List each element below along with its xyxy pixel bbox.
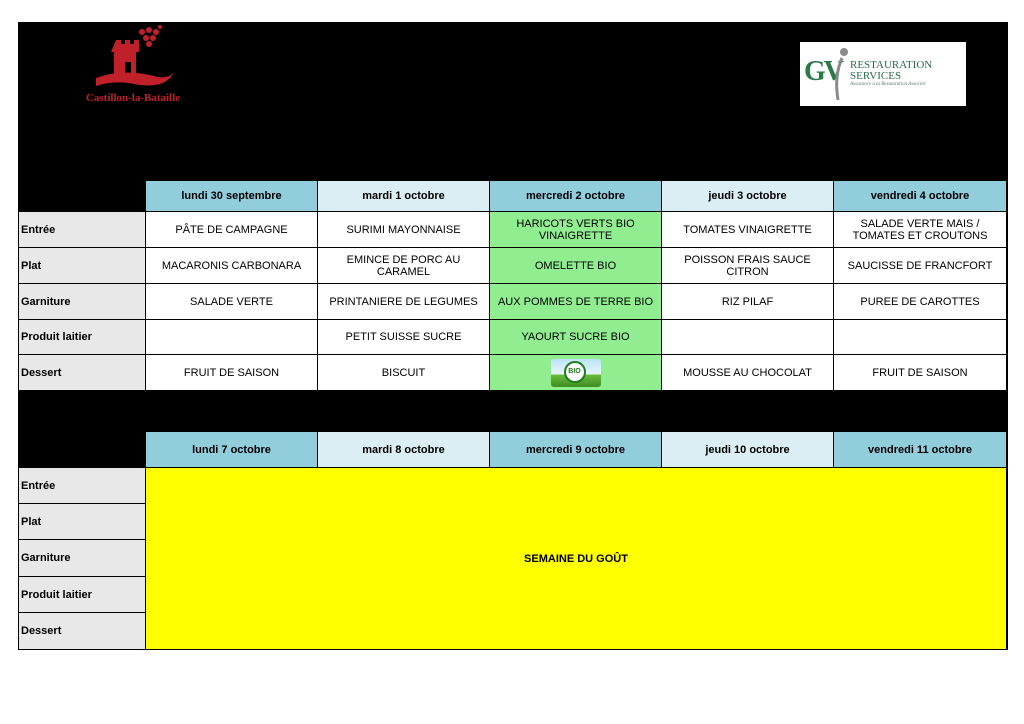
week1-row-produit-laitier <box>19 320 1007 355</box>
menu-cell-bio: AUX POMMES DE TERRE BIO <box>490 284 662 320</box>
menu-cell: TOMATES VINAIGRETTE <box>662 212 834 248</box>
company-name-line2: SERVICES <box>850 70 902 82</box>
menu-cell: FRUIT DE SAISON <box>834 355 1007 391</box>
week1-row-entree <box>19 212 1007 248</box>
week1-day-wednesday: mercredi 2 octobre <box>490 181 662 212</box>
week2-day-header-row <box>19 432 1007 468</box>
week2-row-entree <box>19 468 1007 504</box>
week1-day-tuesday: mardi 1 octobre <box>318 181 490 212</box>
week1-day-header-row <box>19 181 1007 212</box>
menu-cell-bio: YAOURT SUCRE BIO <box>490 320 662 355</box>
week1-day-friday: vendredi 4 octobre <box>834 181 1007 212</box>
menu-cell: MACARONIS CARBONARA <box>146 248 318 284</box>
company-logo <box>800 42 966 106</box>
corner-cell <box>19 181 146 212</box>
menu-cell: PÂTE DE CAMPAGNE <box>146 212 318 248</box>
week2-day-wednesday: mercredi 9 octobre <box>490 432 662 468</box>
week1-row-garniture <box>19 284 1007 320</box>
week2-day-friday: vendredi 11 octobre <box>834 432 1007 468</box>
week1-menu-table <box>18 180 1007 391</box>
week2-menu-table <box>18 431 1007 650</box>
row-label-produit-laitier: Produit laitier <box>19 577 146 613</box>
menu-cell: PUREE DE CAROTTES <box>834 284 1007 320</box>
corner-cell <box>19 432 146 468</box>
menu-cell: PETIT SUISSE SUCRE <box>318 320 490 355</box>
row-label-garniture: Garniture <box>19 540 146 577</box>
menu-cell-bio: HARICOTS VERTS BIO VINAIGRETTE <box>490 212 662 248</box>
week2-day-monday: lundi 7 octobre <box>146 432 318 468</box>
row-label-plat: Plat <box>19 248 146 284</box>
week2-day-thursday: jeudi 10 octobre <box>662 432 834 468</box>
town-name: Castillon-la-Bataille <box>85 92 181 104</box>
week1-day-thursday: jeudi 3 octobre <box>662 181 834 212</box>
castle-logo-icon <box>62 24 204 94</box>
row-label-dessert: Dessert <box>19 355 146 391</box>
row-label-dessert: Dessert <box>19 613 146 650</box>
row-label-produit-laitier: Produit laitier <box>19 320 146 355</box>
menu-cell: BISCUIT <box>318 355 490 391</box>
week1-day-monday: lundi 30 septembre <box>146 181 318 212</box>
menu-cell <box>834 320 1007 355</box>
bio-badge-text: BIO <box>568 367 581 375</box>
menu-cell: FRUIT DE SAISON <box>146 355 318 391</box>
row-label-entree: Entrée <box>19 212 146 248</box>
menu-cell: SALADE VERTE <box>146 284 318 320</box>
menu-cell <box>662 320 834 355</box>
row-label-entree: Entrée <box>19 468 146 504</box>
company-tagline: Assistance à la Restauration Associée <box>850 82 926 87</box>
bio-circle <box>564 361 586 383</box>
menu-cell: SURIMI MAYONNAISE <box>318 212 490 248</box>
week2-day-tuesday: mardi 8 octobre <box>318 432 490 468</box>
week1-row-plat <box>19 248 1007 284</box>
menu-cell-bio-badge <box>490 355 662 391</box>
menu-cell: PRINTANIERE DE LEGUMES <box>318 284 490 320</box>
company-name <box>850 60 932 82</box>
menu-cell: SAUCISSE DE FRANCFORT <box>834 248 1007 284</box>
company-initials: GV <box>804 56 842 87</box>
row-label-plat: Plat <box>19 504 146 540</box>
menu-cell <box>146 320 318 355</box>
menu-cell: EMINCE DE PORC AU CARAMEL <box>318 248 490 284</box>
town-logo <box>62 24 204 104</box>
menu-cell: POISSON FRAIS SAUCE CITRON <box>662 248 834 284</box>
company-name-line1: RESTAURATION <box>850 59 933 71</box>
semaine-du-gout-banner: SEMAINE DU GOÛT <box>146 468 1007 650</box>
bio-label-icon <box>551 359 601 387</box>
menu-cell-bio: OMELETTE BIO <box>490 248 662 284</box>
row-label-garniture: Garniture <box>19 284 146 320</box>
menu-cell: RIZ PILAF <box>662 284 834 320</box>
menu-cell: MOUSSE AU CHOCOLAT <box>662 355 834 391</box>
week1-row-dessert <box>19 355 1007 391</box>
menu-cell: SALADE VERTE MAIS / TOMATES ET CROUTONS <box>834 212 1007 248</box>
